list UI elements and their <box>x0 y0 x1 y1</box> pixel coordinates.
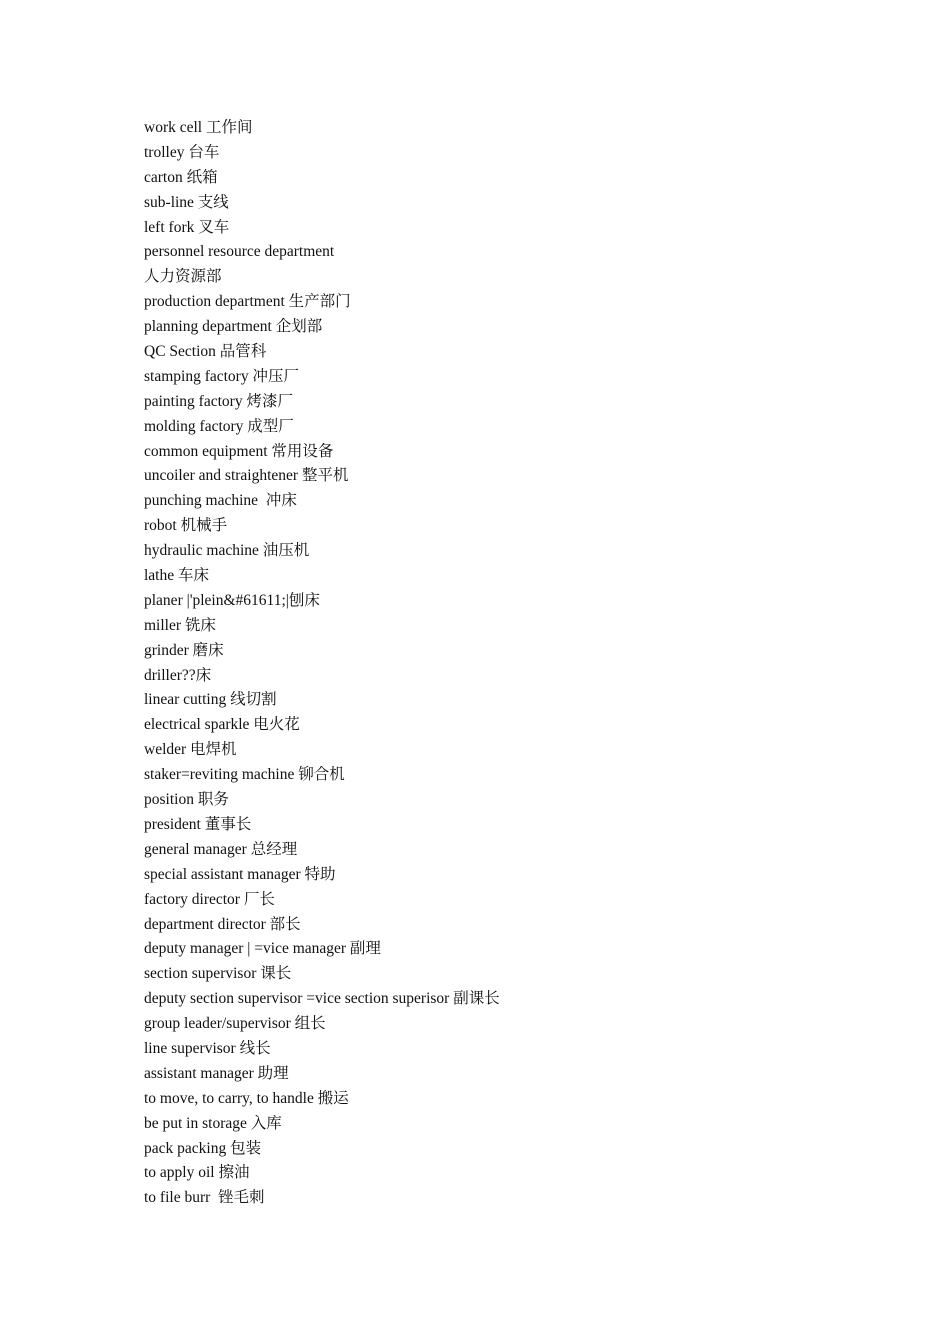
glossary-list <box>144 116 500 1211</box>
glossary-line: linear cutting 线切割 <box>144 691 277 709</box>
glossary-line: carton 纸箱 <box>144 168 218 186</box>
glossary-line: planer |'plein&#61611;|刨床 <box>144 591 320 609</box>
glossary-line: molding factory 成型厂 <box>144 417 294 435</box>
glossary-line: punching machine 冲床 <box>144 492 297 510</box>
glossary-line: group leader/supervisor 组长 <box>144 1015 326 1033</box>
glossary-line: miller 铣床 <box>144 616 216 634</box>
glossary-line: general manager 总经理 <box>144 840 298 858</box>
glossary-line: assistant manager 助理 <box>144 1064 289 1082</box>
glossary-line: grinder 磨床 <box>144 641 224 659</box>
glossary-line: to move, to carry, to handle 搬运 <box>144 1089 349 1107</box>
glossary-line: work cell 工作间 <box>144 119 253 136</box>
glossary-line: section supervisor 课长 <box>144 965 292 983</box>
glossary-line: common equipment 常用设备 <box>144 442 334 460</box>
glossary-line: president 董事长 <box>144 815 252 833</box>
glossary-line: painting factory 烤漆厂 <box>144 392 293 410</box>
glossary-line: robot 机械手 <box>144 517 228 535</box>
glossary-line: 人力资源部 <box>144 268 222 286</box>
glossary-line: production department 生产部门 <box>144 293 351 311</box>
glossary-line: electrical sparkle 电火花 <box>144 716 300 734</box>
glossary-line: planning department 企划部 <box>144 318 323 336</box>
glossary-line: factory director 厂长 <box>144 890 275 908</box>
glossary-line: left fork 叉车 <box>144 218 230 236</box>
glossary-line: welder 电焊机 <box>144 741 237 759</box>
glossary-line: trolley 台车 <box>144 143 220 161</box>
glossary-line: department director 部长 <box>144 915 301 933</box>
glossary-line: stamping factory 冲压厂 <box>144 367 299 385</box>
glossary-line: QC Section 品管科 <box>144 343 267 361</box>
glossary-line: to file burr 锉毛刺 <box>144 1189 265 1207</box>
glossary-line: deputy manager | =vice manager 副理 <box>144 940 381 958</box>
glossary-line: hydraulic machine 油压机 <box>144 542 310 560</box>
glossary-line: line supervisor 线长 <box>144 1039 271 1057</box>
glossary-line: pack packing 包装 <box>144 1139 262 1157</box>
glossary-line: personnel resource department <box>144 243 335 261</box>
glossary-line: uncoiler and straightener 整平机 <box>144 467 349 485</box>
glossary-line: driller??床 <box>144 666 212 684</box>
glossary-line: position 职务 <box>144 791 229 809</box>
glossary-line: deputy section supervisor =vice section superisor 副课长 <box>144 990 500 1008</box>
glossary-line: to apply oil 擦油 <box>144 1164 250 1182</box>
glossary-line: sub-line 支线 <box>144 193 229 211</box>
glossary-line: lathe 车床 <box>144 567 209 585</box>
glossary-line: staker=reviting machine 铆合机 <box>144 766 345 784</box>
glossary-line: be put in storage 入库 <box>144 1114 282 1132</box>
glossary-line: special assistant manager 特助 <box>144 865 336 883</box>
